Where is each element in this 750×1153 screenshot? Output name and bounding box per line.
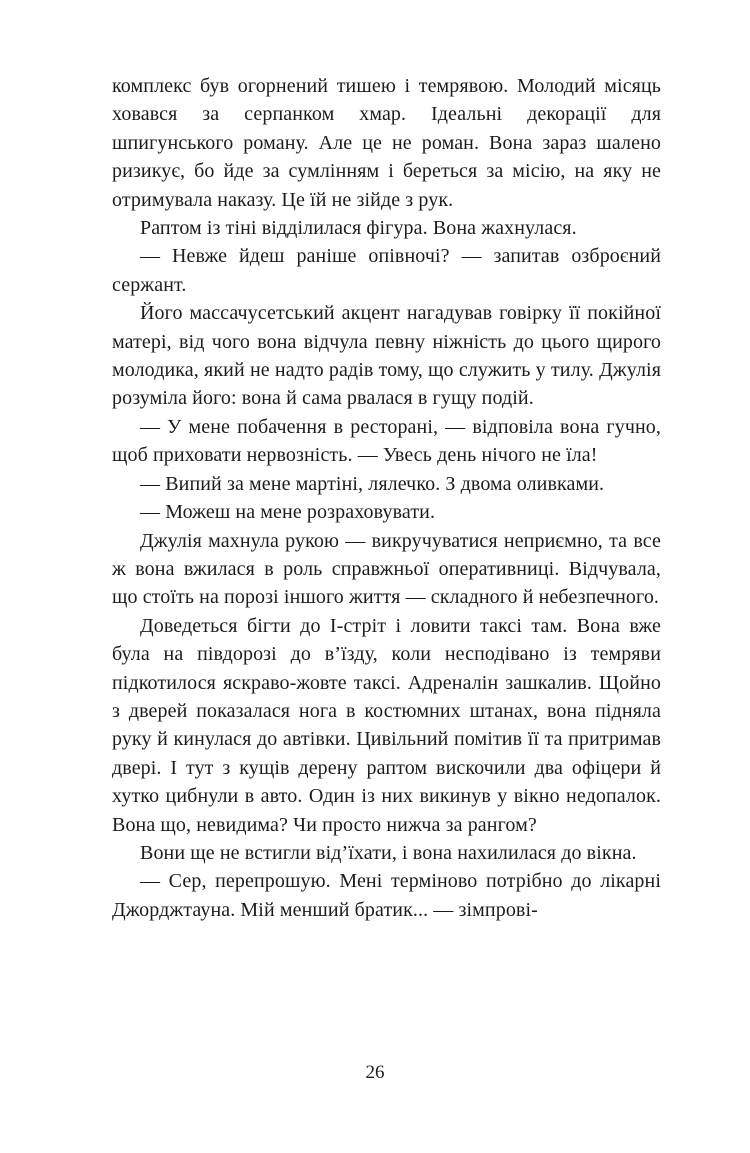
paragraph: комплекс був огорнений тишею і темрявою. Молодий місяць ховався за серпанком хмар. Ідеальні декорації для шпигунського роману. Але це не роман. Вона зараз шалено ризикує, бо йде за сумлінням і береться за місію, на яку не отримувала наказу. Це їй не зійде з рук. bbox=[112, 75, 661, 211]
paragraph: — У мене побачення в ресторані, — відповіла вона гучно, щоб приховати нервозність. — Увесь день нічого не їла! bbox=[112, 415, 661, 467]
body-text bbox=[112, 72, 661, 924]
paragraph: — Сер, перепрошую. Мені терміново потрібно до лікарні Джорджтауна. Мій менший братик... — зімпрові- bbox=[112, 870, 661, 921]
page-number: 26 bbox=[365, 1062, 385, 1083]
paragraph: — Можеш на мене розраховувати. bbox=[140, 501, 436, 524]
paragraph: — Невже йдеш раніше опівночі? — запитав озброєний сержант. bbox=[112, 245, 661, 296]
paragraph: Доведеться бігти до І-стріт і ловити таксі там. Вона вже була на півдорозі до в’їзду, коли несподівано із темряви підкотилося яскраво-жовте таксі. Адреналін зашкалив. Щойно з дверей показалася нога в костюмних штанах, вона підняла руку й кинулася до автівки. Цивільний помітив її та притримав двері. І тут з кущів дерену раптом вискочили два офіцери й хутко цибнули в авто. Один із них викинув у вікно недопалок. Вона що, невидима? Чи просто нижча за рангом? bbox=[112, 614, 661, 836]
paragraph: Вони ще не встигли від’їхати, і вона нахилилася до вікна. bbox=[140, 841, 637, 864]
paragraph: Джулія махнула рукою — викручуватися неприємно, та все ж вона вжилася в роль справжньої оперативниці. Відчувала, що стоїть на порозі іншого життя — складного й небезпечного. bbox=[112, 529, 661, 609]
paragraph: — Випий за мене мартіні, лялечко. З двома оливками. bbox=[140, 472, 605, 495]
paragraph: Його массачусетський акцент нагадував говірку її покійної матері, від чого вона відчула певну ніжність до цього щирого молодика, який не надто радів тому, що служить у тилу. Джулія розуміла його: вона й сама рвалася в гущу подій. bbox=[112, 302, 661, 410]
paragraph: Раптом із тіні відділилася фігура. Вона жахнулася. bbox=[140, 217, 577, 240]
